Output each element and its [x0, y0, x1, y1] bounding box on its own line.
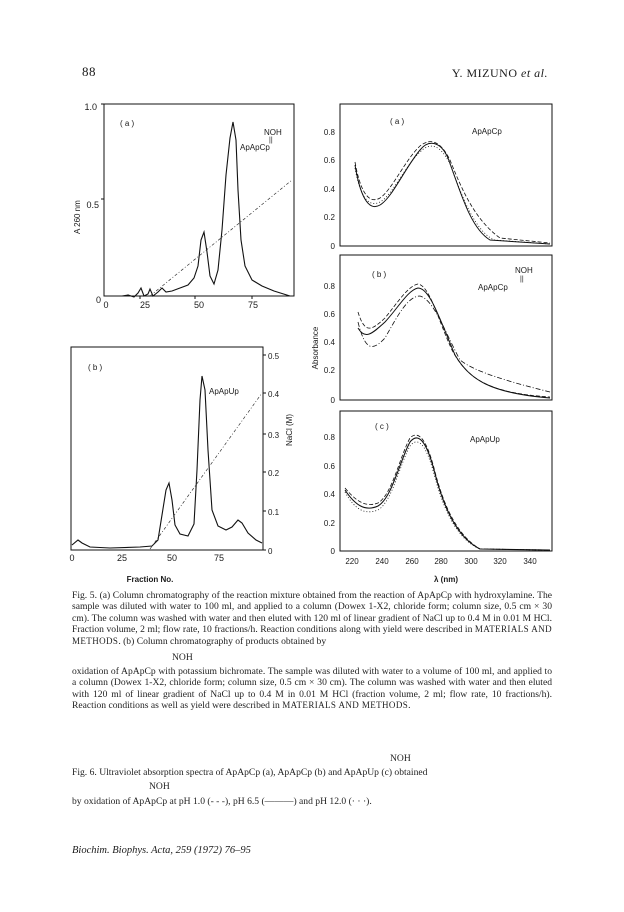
page-number: 88 — [82, 64, 96, 79]
chrom-b-xtick: 50 — [166, 553, 178, 563]
spec-a-ytick: 0 — [330, 242, 335, 251]
chrom-b-rtick: 0.5 — [268, 352, 280, 361]
fig5-caption-text-4: with potassium bichromate. The sample was diluted with water to a volume of 100 ml, and applied to a column (Dowex 1-X2, chloride form; column size, 0.5 cm × 30 cm). The column was washed with water and then eluted with 120 ml of linear gradient of NaCl up to 0.4 M in 0.01 M HCl (fraction volume, 2 ml; flow rate, 10 fractions/h). Reaction conditions as well as yield were described in — [72, 666, 553, 712]
journal-footer — [72, 845, 251, 856]
spec-xtick: 300 — [464, 557, 478, 566]
chrom-a-compound-bar: || — [269, 137, 273, 144]
fig5-caption-end: . — [408, 700, 411, 712]
materials-methods-ref-2: MATERIALS AND METHODS — [282, 700, 409, 711]
spec-c-ph1 — [345, 435, 550, 550]
fig5-compound: ApApCp — [121, 666, 156, 677]
spec-c-panel-label: ( c ) — [375, 422, 389, 431]
chromatogram-a — [73, 102, 294, 310]
spec-xtick: 260 — [405, 557, 419, 566]
spec-xtick: 320 — [493, 557, 507, 566]
wavelength-axis-label: λ (nm) — [434, 575, 458, 584]
fig5-caption-text-3: oxidation of — [72, 666, 122, 677]
fig6-caption-line1 — [72, 767, 552, 778]
spec-b-panel-label: ( b ) — [372, 270, 387, 279]
spec-c-ytick: 0 — [330, 547, 335, 556]
chrom-a-xtick: 50 — [193, 300, 205, 310]
spec-b-compound: ApApCp — [478, 283, 508, 292]
chrom-b-trace — [72, 376, 262, 548]
chrom-a-ytick: 0 — [95, 295, 101, 305]
spec-xtick: 240 — [375, 557, 389, 566]
spec-b-ph1 — [358, 284, 550, 397]
spec-a-ytick: 0.8 — [323, 128, 335, 137]
spec-a-ytick: 0.2 — [323, 213, 335, 222]
fig6-compound-2: ApApCp — [132, 796, 168, 807]
chrom-a-xtick: 75 — [247, 300, 259, 310]
chrom-y-axis-label: A 260 nm — [73, 200, 82, 234]
spec-c-ytick: 0.4 — [323, 490, 335, 499]
spec-a-ph1 — [355, 142, 550, 243]
nacl-axis-label: NaCl (M) — [285, 414, 294, 446]
chrom-a-compound: ApApCp — [240, 143, 270, 152]
spec-c-ph65 — [345, 438, 550, 550]
spec-b-compound-bar: || — [520, 276, 524, 283]
spectrum-a — [324, 104, 552, 251]
fig6-caption-line2 — [72, 796, 552, 807]
chrom-b-xtick: 75 — [213, 553, 225, 563]
chrom-b-compound: ApApUp — [209, 387, 239, 396]
fig5-caption-text: Fig. 5. (a) Column chromatography of the reaction mixture obtained from the reaction of ApApCp with hydroxylamine. The sample was diluted with water to 100 ml, and applied to a column (Dowex 1-X2, chloride form; column size, 0.5 cm × 30 cm). The column was washed with water and then eluted with 120 ml of linear gradient of NaCl up to 0.4 M in 0.01 M HCl. Fraction volume, 2 ml; flow rate, 10 fractions/h. Reaction conditions along with yield were described in — [72, 590, 552, 636]
spec-c-ytick: 0.8 — [323, 433, 335, 442]
chrom-b-rtick: 0.1 — [268, 508, 280, 517]
spec-a-panel-label: ( a ) — [390, 117, 405, 126]
chrom-b-rtick: 0 — [268, 547, 273, 556]
chrom-b-panel-label: ( b ) — [88, 363, 103, 372]
running-head-etal: et al. — [521, 66, 548, 80]
spec-c-ytick: 0.2 — [323, 519, 335, 528]
materials-methods-ref: MATERIALS AND METHODS — [72, 624, 552, 646]
spec-b-compound-noh: NOH — [515, 266, 533, 275]
chrom-a-ytick: 0.5 — [86, 200, 99, 210]
chrom-b-rtick: 0.2 — [268, 469, 280, 478]
fig5-noh-label: NOH — [172, 652, 193, 663]
spec-xtick: 340 — [523, 557, 537, 566]
chromatogram-b — [69, 347, 294, 563]
fig5-caption-text-2: . (b) Column chromatography of products obtained by — [118, 635, 327, 647]
chrom-a-xtick: 0 — [103, 300, 109, 310]
running-head-authors: Y. MIZUNO — [451, 66, 518, 80]
spec-b-ytick: 0 — [330, 396, 335, 405]
chrom-b-xtick: 25 — [116, 553, 128, 563]
spectrum-c — [324, 411, 552, 566]
spec-b-ph12 — [358, 296, 550, 392]
fig6-noh-label-1: NOH — [390, 753, 411, 764]
fig6-caption-text-3: by oxidation of — [72, 796, 133, 807]
fig6-caption-text-2: (b) and ApApUp (c) obtained — [312, 767, 428, 778]
spectrum-b — [324, 255, 552, 405]
chrom-b-rtick: 0.4 — [268, 390, 280, 399]
spec-b-ytick: 0.4 — [323, 338, 335, 347]
spec-b-ytick: 0.8 — [323, 282, 335, 291]
journal-citation: 259 (1972) 76–95 — [175, 845, 251, 856]
spec-a-ytick: 0.4 — [323, 185, 335, 194]
spec-c-ph12 — [345, 442, 550, 550]
spec-xtick: 280 — [434, 557, 448, 566]
spec-b-ytick: 0.2 — [323, 366, 335, 375]
journal-name: Biochim. Biophys. Acta, — [72, 845, 173, 856]
fig6-noh-label-2: NOH — [149, 781, 170, 792]
absorbance-axis-label: Absorbance — [311, 326, 320, 370]
spec-a-ph12 — [355, 146, 550, 244]
fraction-axis-label: Fraction No. — [126, 575, 174, 584]
fig5-caption-cont — [72, 666, 552, 712]
spec-a-ytick: 0.6 — [323, 156, 335, 165]
spec-b-ytick: 0.6 — [323, 310, 335, 319]
spec-xtick: 220 — [345, 557, 359, 566]
fig5-caption — [72, 590, 552, 647]
spec-b-ph65 — [358, 288, 550, 398]
spec-a-compound: ApApCp — [472, 127, 502, 136]
chrom-a-ytick: 1.0 — [84, 102, 97, 112]
chrom-b-xtick: 0 — [69, 553, 75, 563]
fig6-caption-text-4: at pH 1.0 (- - -), pH 6.5 (———) and pH 12.0 (· · ·). — [167, 796, 372, 807]
chrom-a-xtick: 25 — [139, 300, 151, 310]
chrom-a-panel-label: ( a ) — [120, 119, 135, 128]
spec-a-ph65 — [355, 143, 550, 244]
spec-c-compound: ApApUp — [470, 435, 500, 444]
spec-c-ytick: 0.6 — [323, 462, 335, 471]
fig6-compound: ApApCp — [277, 767, 313, 778]
chrom-b-rtick: 0.3 — [268, 431, 280, 440]
chrom-a-compound-noh: NOH — [264, 128, 282, 137]
fig6-caption-text-1: Fig. 6. Ultraviolet absorption spectra of ApApCp (a), — [72, 767, 278, 778]
